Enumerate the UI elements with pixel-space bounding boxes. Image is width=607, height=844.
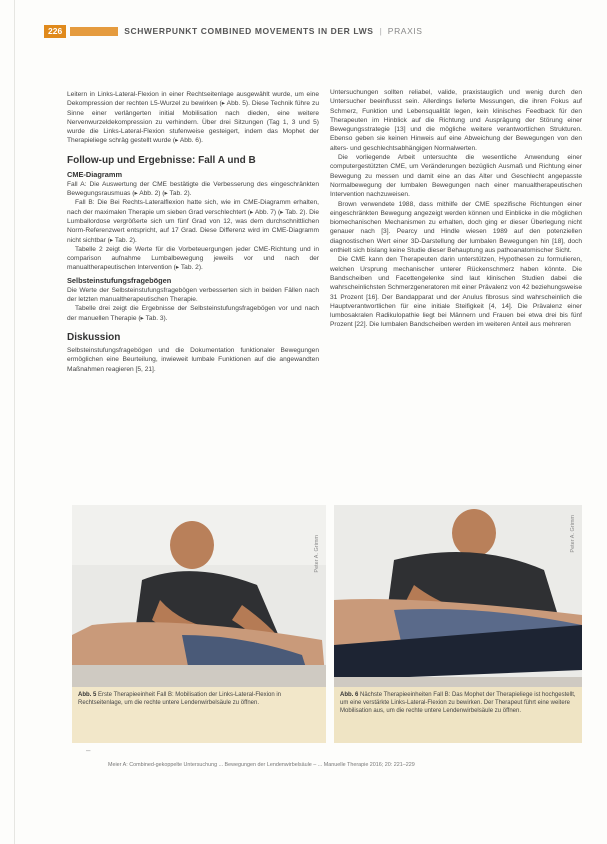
subheading-fragebogen: Selbsteinstufungsfragebögen [67, 275, 172, 285]
fragebogen-paragraph-1: Die Werte der Selbsteinstufungsfragebögen verbesserten sich in beiden Fällen nach der letzten manualtherapeutischen Therapie. [67, 286, 319, 304]
tabelle-2-paragraph: Tabelle 2 zeigt die Werte für die Vorbeteuergungen jeder CME-Richtung und in comparison aufnahme Lumbalbewegung jeweils vor und nach der manualtherapeutischen Intervention (▸ Tab. 2). [67, 245, 319, 272]
fragebogen-paragraph-2: Tabelle drei zeigt die Ergebnisse der Selbsteinstufungsfragebögen vor und nach der manuellen Therapie (▸ Tab. 3). [67, 305, 319, 322]
figure-5-caption-label: Abb. 5 [78, 692, 99, 698]
right-paragraph-2: Die vorliegende Arbeit untersuchte die wesentliche Anwendung einer computergestützten CME, um Veränderungen bezüglich Ausmaß und Richtung einer Bewegung zu messen und damit eine an das Alter und Geschlecht angepasste Normalbewegung der lumbalen Bewegungen nach einer manualtherapeutischen Intervention nachzuweisen. [330, 154, 582, 199]
page-edge [14, 0, 15, 844]
intro-paragraph: Leitern in Links-Lateral-Flexion in einer Rechtseitenlage ausgewählt wurde, um eine Dekompression der rechten L5-Wurzel zu bewirken (▸ Abb. 5). Diese Technik führe zu Sinne einer verlängerten initial Mobilisation nach dieden, eine weitere Nervenwurzeldekompression zu verhindern. Über drei Sitzungen (Tag 1, 3 und 5) wurde die Links-Lateral-Flexion stufenweise gesteigert, indem das Mophet der Therapieliege schräg gestellt wurde (▸ Abb. 6). [67, 91, 319, 145]
figure-6-caption-label: Abb. 6 [340, 692, 361, 698]
header-section: PRAXIS [387, 26, 423, 36]
photo-credit-right: Peter A. Grimm [570, 515, 576, 553]
therapy-photo-right [334, 505, 582, 687]
right-paragraph-3: Brown verwendete 1988, dass mithilfe der CME spezifische Richtungen einer eingeschränkten Bewegung angezeigt werden können und Einblicke in die möglichen biomechanischen Mechanismen zu erhalten, doch ging er dieser Überlegung nicht genauer nach [3]. Pearcy und Hindle wiesen 1989 auf den potenziellen diagnostischen Wert einer 3D-Darstellung der lumbalen Bewegungen hin [18], doch enthielt sich bislang keine Studie dieser Behauptung aus pathoanatomischer Sicht. [330, 200, 582, 255]
caption-end-mark: – [86, 746, 91, 755]
figure-5-photo [72, 505, 326, 687]
header-title: SCHWERPUNKT COMBINED MOVEMENTS IN DER LWS [124, 26, 374, 36]
right-paragraph-4: Die CME kann den Therapeuten darin unterstützen, Hypothesen zu formulieren, welchen Ursprung mechanischer unterer Rückenschmerz haben könnte. Die Bandscheiben und Facettengelenke sind laut klinischen Studien dabei die wahrscheinlichsten Schmerzgeneratoren mit einer Prävalenz von 42 beziehungsweise 31 Prozent [16]. Der Bandapparat und der Anulus fibrosus sind wahrscheinlich die Hauptverantwortlichen für eine initiale Steifigkeit [4, 14]. Die Prävalenz einer lumbosakralen Radikulopathie liegt bei Männern und Frauen bei etwa drei bis fünf Prozent [22]. Die lumbalen Bandscheiben werden im weiteren Anteil aus mehreren [330, 256, 582, 329]
figure-5-caption [72, 687, 326, 743]
subheading-diskussion: Diskussion [67, 331, 121, 343]
diskussion-paragraph: Selbsteinstufungsfragebögen und die Dokumentation funktionaler Bewegungen ermöglichen eine Beurteilung, inwieweit lumbale Funktionen auf die angewandten Maßnahmen reagieren [5, 21]. [67, 346, 319, 373]
figure-6-photo [334, 505, 582, 687]
figure-6-caption-text: Nächste Therapieeinheiten Fall B: Das Mophet der Therapieliege ist hochgestellt, um eine verstärkte Links-Lateral-Flexion zu bewirken. Der Therapeut führt eine weitere Mobilisation aus, um die rechte untere Lendenwirbelsäule zu öffnen. [340, 692, 576, 714]
photo-credit-left: Peter A. Grimm [314, 535, 320, 573]
page-number: 226 [44, 25, 66, 38]
page-header [44, 24, 577, 38]
fall-a-paragraph: Fall A: Die Auswertung der CME bestätigte die Verbesserung des eingeschränkten Bewegungsrausmuas (▸ Abb. 2) (▸ Tab. 2). [67, 180, 319, 198]
left-column [67, 90, 319, 374]
header-accent-bar [70, 27, 118, 36]
figure-5-caption-text: Erste Therapieeinheit Fall B: Mobilisation der Links-Lateral-Flexion in Rechtseitenlage, um die rechte untere Lendenwirbelsäule zu öffnen. [78, 692, 281, 706]
subheading-cme: CME-Diagramm [67, 169, 123, 179]
figure-6-caption [334, 687, 582, 743]
fall-b-paragraph: Fall B: Die Bei Rechts-Lateralflexion hatte sich, wie im CME-Diagramm erhalten, nach der maximalen Therapie um sieben Grad verschlechtert (▸ Abb. 7) (▸ Tab. 2). Die Lumballordose vergrößerte sich um fünf Grad von 12, was dem durchschnittlichen Norm-Referenzwert entspricht, auf 17 Grad. Diese Differenz wird im CME-Diagramm nicht sichtbar (▸ Tab. 2). [67, 199, 319, 244]
right-column [330, 88, 582, 330]
page-footer: Meier A: Combined-gekoppelte Untersuchung ... Bewegungen der Lendenwirbelsäule – ... Manuelle Therapie 2016; 20: 221–229 [108, 762, 415, 768]
therapy-photo-left [72, 505, 326, 687]
header-separator: | [379, 26, 382, 36]
section-heading: Follow-up und Ergebnisse: Fall A und B [67, 154, 256, 166]
right-paragraph-1: Untersuchungen sollten reliabel, valide, praxistauglich und wenig durch den Untersucher beeinflusst sein. Allerdings lieferte Messungen, die ihren Fokus auf Schmerz, Funktion und Lebensqualität legen, kein klinisches Feedback für den Therapeuten im Hinblick auf die Richtung und Ausprägung der Störung einer Bewegungsstrategie [13] und die mögliche weitere verantwortlichen Strukturen. Ebenso geben sie keinen Hinweis auf eine Abweichung der Bewegungen von den alters- und geschlechtsabhängigen Normalwerten. [330, 89, 582, 152]
